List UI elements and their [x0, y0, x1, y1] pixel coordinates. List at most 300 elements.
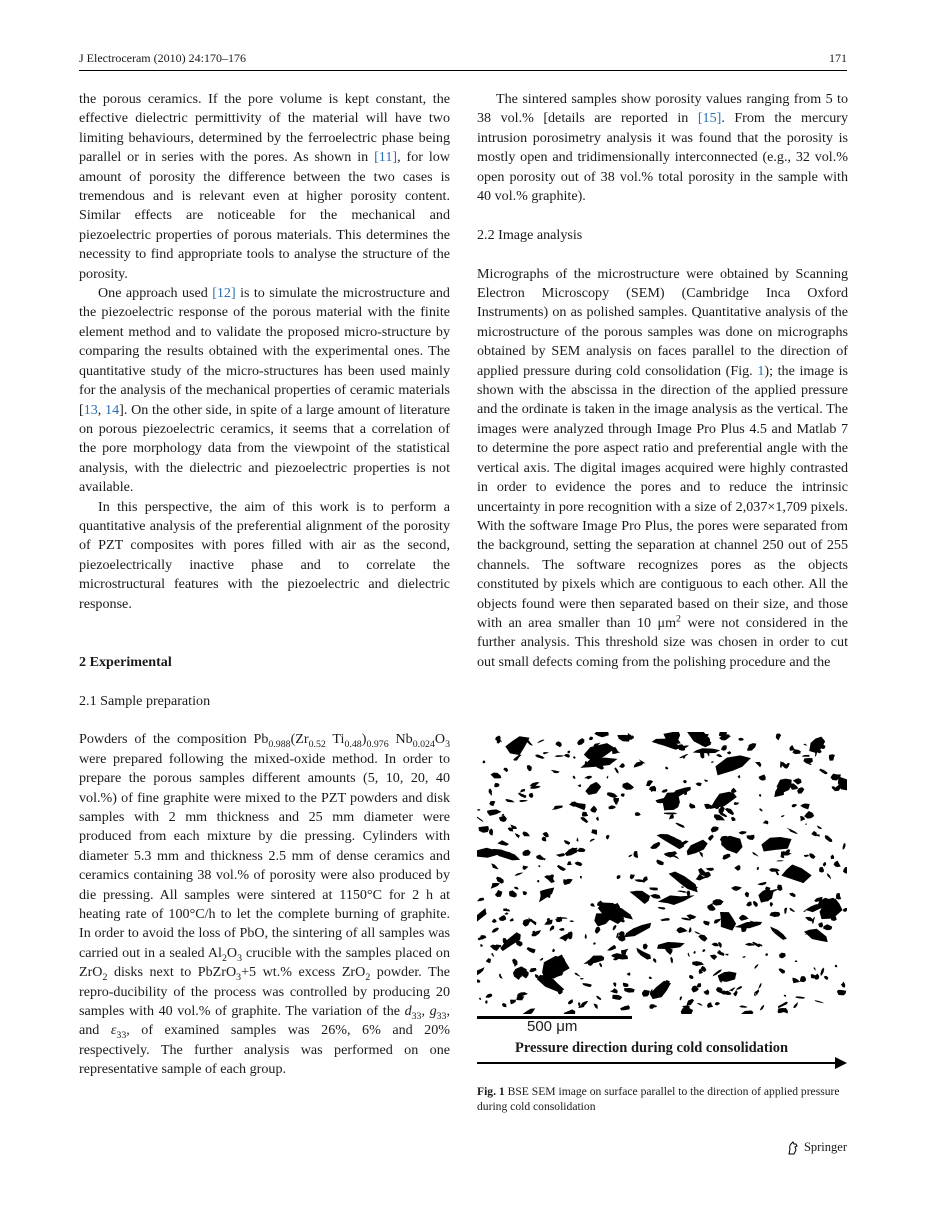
pore-blob	[710, 824, 720, 833]
pore-blob	[491, 953, 494, 957]
pore-blob	[823, 924, 833, 931]
pore-blob	[703, 803, 713, 811]
pore-blob	[754, 963, 759, 969]
pore-blob	[519, 788, 526, 793]
pore-blob	[543, 873, 556, 884]
pore-blob	[557, 864, 566, 872]
pore-blob	[595, 927, 601, 934]
pore-blob	[731, 885, 742, 892]
pore-blob	[641, 943, 648, 950]
pore-blob	[537, 880, 540, 883]
pore-blob	[698, 933, 708, 943]
paragraph: the porous ceramics. If the pore volume is kept constant, the effective dielectric permittivity of the material will have two limiting behaviours, determined by the ferroelectric phase being parallel or in series with the pores. As shown in [11], for low amount of porosity the difference between the two cases is tremendous and is relevant even at higher porosity content. Similar effects are noticeable for the mechanical and piezoelectric properties of porous materials. This determines the necessity to find appropriate tools to analyse the structure of the porosity.	[79, 91, 450, 282]
pore-blob	[535, 754, 545, 760]
pore-blob	[693, 748, 721, 754]
pore-blob	[607, 792, 619, 799]
paragraph: Powders of the composition $Pb_{0.988}(Zr_{0.52}$ $Ti_{0.48})_{0.976}$ $Nb_{0.024}O_3$ were prepared following the mixed-oxide method. In order to prepare the porous samples different amounts (5, 10, 20, 40 vol.%) of fine graphite were mixed to the PZT powders and disk samples with 2 mm thickness and 25 mm diameter were produced from each mixture by die pressing. Cylinders with diameter 5.3 mm and thickness 2.5 mm of dense ceramics and ceramics containing 38 vol.% of porosity were also produced by die pressing. All samples were sintered at 1150°C for 2 h at heating rate of 100°C/h to let the complete burning of graphite. In order to avoid the loss of PbO, the sintering of all samples was carried out in a sealed $Al_2O_3$ crucible with the samples placed on ZrO$_2$ disks next to PbZrO$_3$+5 wt.% excess ZrO$_2$ powder. The repro-ducibility of the process was controlled by producing 20 samples with 40 vol.% of graphite. The variation of the $d_{33}$, $g_{33}$, and $\varepsilon_{33}$, of examined samples was 26%, 6% and 20% respectively. The further analysis was performed on one representative sample of each group.	[79, 731, 451, 1078]
pore-blob	[550, 769, 560, 774]
pore-blob	[579, 876, 582, 879]
pore-blob	[830, 854, 835, 859]
pore-blob	[759, 794, 762, 797]
sem-image	[477, 732, 847, 1014]
pore-blob	[614, 767, 620, 774]
pore-blob	[477, 965, 486, 976]
pore-blob	[528, 966, 537, 974]
pore-blob	[774, 732, 781, 740]
pore-blob	[695, 781, 702, 787]
pore-blob	[781, 863, 813, 884]
pore-blob	[574, 972, 581, 977]
paragraph: The sintered samples show porosity values ranging from 5 to 38 vol.% [details are reported in [15]. From the mercury intrusion porosimetry analysis it was found that the porosity is mostly open and tridimensionally interconnected (e.g., 32 vol.% open porosity out of 38 vol.% total porosity in the sample with 40 vol.% graphite).	[477, 91, 848, 205]
pore-blob	[525, 764, 533, 772]
pore-blob	[504, 912, 509, 915]
pore-blob	[664, 812, 678, 814]
pore-blob	[599, 962, 603, 967]
pore-blob	[629, 873, 636, 880]
subsection-heading: 2.1 Sample preparation	[79, 692, 211, 709]
pore-blob	[573, 756, 576, 760]
pore-blob	[840, 981, 846, 988]
pore-blob	[485, 993, 493, 998]
pore-blob	[655, 830, 686, 850]
pore-blob	[580, 816, 590, 824]
pore-blob	[713, 750, 753, 776]
pore-blob	[490, 863, 500, 871]
citation-link[interactable]: [12]	[212, 285, 236, 302]
pore-blob	[795, 996, 805, 999]
pore-blob	[693, 951, 696, 954]
pore-blob	[502, 1002, 507, 1008]
pore-blob	[836, 988, 847, 997]
pore-blob	[634, 811, 641, 817]
pore-blob	[576, 837, 578, 842]
pore-blob	[584, 934, 586, 939]
pore-blob	[489, 942, 500, 952]
pore-blob	[489, 799, 497, 807]
pore-blob	[504, 732, 534, 759]
pore-blob	[805, 823, 807, 825]
pore-blob	[769, 868, 780, 872]
pore-blob	[616, 874, 622, 880]
pore-blob	[716, 753, 723, 758]
pore-blob	[645, 779, 655, 787]
pore-blob	[725, 953, 728, 956]
pore-blob	[622, 782, 635, 791]
pore-blob	[539, 957, 544, 961]
pore-blob	[576, 848, 585, 852]
pore-blob	[724, 806, 735, 816]
pore-blob	[503, 767, 509, 773]
pore-blob	[684, 732, 714, 751]
pore-blob	[703, 920, 710, 926]
pore-blob	[820, 967, 825, 976]
pore-blob	[611, 952, 629, 962]
pore-blob	[649, 841, 661, 851]
pore-blob	[534, 883, 557, 903]
pore-blob	[555, 741, 563, 748]
pore-blob	[522, 891, 528, 896]
pore-blob	[556, 853, 566, 857]
pore-blob	[567, 999, 574, 1005]
pore-blob	[492, 918, 498, 923]
pore-blob	[590, 902, 596, 908]
pore-blob	[514, 833, 521, 839]
paragraph: One approach used [12] is to simulate the microstructure and the piezoelectric response of the porous material with the finite element method and to validate the proposed micro-structure by comparing the results obtained with the experimental ones. The quantitative study of the micro-structures has been used mainly for the analysis of the mechanical properties of ceramic materials [13, 14]. On the other side, in spite of a large amount of literature on porous piezoelectric ceramics, it seems that a correlation of the pore morphology data from the viewpoint of the statistical analysis, with the dielectric and piezoelectric properties is not available.	[79, 285, 450, 496]
pore-blob	[806, 734, 827, 756]
pore-blob	[679, 996, 682, 1000]
pore-blob	[783, 994, 786, 997]
pore-blob	[622, 921, 653, 941]
pore-blob	[563, 839, 570, 845]
figure-caption: Fig. 1 BSE SEM image on surface parallel to the direction of applied pressure during cold consolidation	[477, 1085, 840, 1113]
pore-blob	[768, 926, 789, 942]
pore-blob	[752, 851, 760, 857]
pore-blob	[742, 956, 746, 958]
pore-blob	[512, 958, 518, 966]
arrow-head-icon	[835, 1057, 847, 1069]
pore-blob	[781, 814, 785, 817]
pore-blob	[479, 997, 482, 1000]
pore-blob	[818, 922, 824, 928]
pore-blob	[704, 779, 709, 782]
pore-blob	[508, 997, 517, 1005]
citation-link[interactable]: [15]	[697, 110, 722, 127]
pore-blob	[777, 1001, 788, 1008]
pore-blob	[478, 826, 489, 833]
pore-blob	[794, 960, 797, 962]
pore-blob	[661, 789, 668, 793]
pore-blob	[783, 907, 787, 914]
pore-blob	[574, 861, 582, 866]
pore-blob	[770, 902, 774, 907]
pore-blob	[552, 949, 555, 953]
pore-blob	[676, 926, 688, 934]
pore-blob	[709, 952, 717, 960]
pore-blob	[775, 883, 784, 892]
pore-blob	[605, 834, 610, 839]
pore-blob	[613, 982, 617, 987]
pore-blob	[589, 736, 593, 740]
pore-blob	[509, 918, 514, 922]
pore-blob	[696, 983, 702, 988]
pore-blob	[789, 891, 797, 897]
running-header	[79, 50, 847, 71]
pore-blob	[649, 786, 656, 792]
pore-blob	[721, 852, 731, 862]
left-column	[79, 90, 450, 1080]
pore-blob	[490, 770, 503, 781]
journal-citation: J Electroceram (2010) 24:170–176	[79, 51, 246, 65]
pore-blob	[567, 750, 571, 754]
pore-blob	[486, 958, 492, 964]
pore-blob	[707, 834, 714, 842]
pore-blob	[804, 810, 815, 819]
pore-blob	[620, 792, 626, 797]
publisher-logo: Springer	[786, 1140, 847, 1155]
pore-blob	[519, 800, 528, 803]
pore-blob	[752, 900, 759, 907]
pore-blob	[487, 809, 502, 816]
pore-blob	[584, 780, 602, 797]
pore-blob	[514, 886, 519, 890]
pore-blob	[632, 760, 644, 768]
figure-link[interactable]: 1	[757, 362, 765, 379]
pore-blob	[746, 901, 753, 908]
citation-link[interactable]: 13	[83, 401, 98, 418]
pore-blob	[477, 809, 480, 811]
pore-blob	[537, 739, 545, 744]
springer-horse-icon	[786, 1141, 800, 1155]
pore-blob	[529, 793, 534, 798]
pore-blob	[827, 752, 837, 762]
pore-blob	[498, 915, 506, 922]
pore-blob	[570, 920, 574, 922]
pore-blob	[843, 867, 847, 874]
pore-blob	[816, 825, 823, 830]
pore-blob	[730, 816, 736, 822]
pore-blob	[715, 1002, 721, 1006]
pore-blob	[591, 829, 597, 835]
pore-blob	[759, 808, 763, 813]
pore-blob	[745, 741, 758, 753]
pore-blob	[507, 889, 518, 899]
pore-blob	[544, 920, 553, 926]
pore-blob	[566, 861, 572, 866]
pore-blob	[596, 817, 599, 822]
pore-blob	[778, 967, 786, 975]
pore-blob	[760, 1004, 765, 1011]
pore-blob	[624, 988, 635, 993]
pore-blob	[681, 886, 684, 888]
pore-blob	[497, 840, 509, 847]
pore-blob	[611, 924, 617, 930]
pore-blob	[834, 964, 838, 967]
pore-blob	[505, 798, 515, 804]
pore-blob	[688, 927, 691, 933]
pore-blob	[607, 945, 617, 953]
pore-blob	[619, 763, 625, 768]
pore-blob	[484, 1000, 488, 1004]
pore-blob	[702, 949, 706, 953]
pore-blob	[706, 868, 715, 871]
pore-blob	[763, 820, 769, 824]
pore-blob	[791, 977, 801, 985]
pore-blob	[555, 755, 565, 758]
pore-blob	[733, 801, 739, 806]
citation-link[interactable]: 14	[105, 401, 120, 418]
pore-blob	[718, 941, 723, 948]
pore-blob	[675, 821, 686, 829]
pore-blob	[493, 782, 500, 788]
pore-blob	[584, 775, 592, 781]
pore-blob	[721, 745, 727, 751]
pore-blob	[576, 737, 586, 746]
pore-blob	[734, 918, 763, 931]
pore-blob	[559, 928, 565, 932]
pore-blob	[593, 732, 609, 740]
pore-blob	[739, 1005, 747, 1008]
pore-blob	[711, 942, 719, 947]
pore-blob	[491, 927, 500, 934]
pore-blob	[779, 953, 786, 959]
pore-blob	[703, 989, 710, 995]
pore-blob	[842, 907, 847, 913]
pore-blob	[736, 986, 743, 991]
pore-blob	[622, 982, 630, 989]
pore-blob	[683, 780, 687, 784]
pore-blob	[776, 860, 784, 861]
pore-blob	[595, 995, 602, 1000]
pore-blob	[538, 864, 541, 867]
paragraph: Micrographs of the microstructure were obtained by Scanning Electron Microscopy (SEM) (Cambridge Inca Oxford Instruments) on as polished samples. Quantitative analysis of the microstructure of the porous samples was done on micrographs obtained by SEM analysis on faces parallel to the direction of applied pressure during cold consolidation (Fig. 1); the image is shown with the abscissa in the direction of the applied pressure and the ordinate is taken in the image analysis as the vertical. The images were analyzed through Image Pro Plus 4.5 and Matlab 7 to determine the pore aspect ratio and preferential angle with the vertical axis. The digital images acquired were highly contrasted in order to evidence the pores and to reduce the intrinsic uncertainty in pore recognition with a size of 2,037×1,709 pixels. With the software Image Pro Plus, the pores were separated from the background, setting the separation at channel 250 out of 255 channels. The software recognizes pores as the objects constituted by pixels which are contiguous to each other. All the objects found were then separated based on their size, and those with an area smaller than 10 $\mu m^2$ were not considered in the further analysis. This threshold size was chosen in order to cut out small defects coming from the polishing procedure and the	[477, 265, 848, 670]
pore-blob	[733, 989, 739, 996]
pore-blob	[734, 863, 742, 871]
pore-blob	[746, 834, 755, 840]
pore-blob	[518, 792, 527, 799]
pore-blob	[589, 838, 595, 843]
pore-blob	[482, 760, 485, 763]
direction-arrow	[477, 1062, 839, 1064]
pore-blob	[754, 760, 762, 768]
pore-blob	[738, 830, 747, 835]
pore-blob	[668, 813, 675, 821]
direction-label: Pressure direction during cold consolidation	[515, 1040, 789, 1056]
paragraph: In this perspective, the aim of this work is to perform a quantitative analysis of the preferential alignment of the porosity of PZT composites with pores filled with air as the second, piezoelectrically inactive phase and to correlate the microstructural features with the piezoelectric and dielectric response.	[79, 498, 450, 612]
pore-blob	[593, 942, 597, 946]
pore-blob	[477, 908, 489, 930]
pore-blob	[642, 989, 650, 997]
pore-blob	[727, 750, 732, 755]
pore-blob	[688, 974, 694, 979]
pore-blob	[711, 761, 714, 763]
pore-blob	[822, 861, 827, 866]
pore-blob	[580, 978, 584, 981]
pore-blob	[798, 975, 807, 984]
pore-blob	[818, 866, 826, 874]
pore-blob	[712, 899, 724, 906]
pore-blob	[660, 917, 670, 922]
pore-blob	[608, 805, 616, 810]
pore-blob	[769, 911, 780, 917]
pore-blob	[757, 882, 767, 886]
pore-blob	[813, 967, 816, 971]
pore-blob	[488, 828, 494, 836]
pore-blob	[526, 946, 536, 954]
scale-label: 500 μm	[527, 1018, 578, 1035]
pore-blob	[542, 837, 547, 842]
pore-blob	[826, 873, 832, 880]
pore-blob	[655, 858, 664, 866]
sem-micrograph	[477, 732, 847, 1014]
pore-blob	[804, 854, 810, 857]
subsection-heading: 2.2 Image analysis	[477, 226, 583, 243]
pore-blob	[791, 803, 797, 808]
pore-blob	[498, 974, 503, 980]
pore-blob	[589, 805, 598, 814]
pore-blob	[582, 953, 605, 965]
pore-blob	[477, 814, 484, 823]
pore-blob	[814, 1000, 824, 1004]
pore-blob	[658, 906, 666, 910]
pore-blob	[842, 843, 847, 851]
pore-blob	[572, 775, 576, 779]
pore-blob	[522, 864, 529, 870]
pore-blob	[737, 774, 741, 778]
pore-blob	[802, 755, 810, 758]
pore-blob	[612, 995, 622, 1000]
pore-blob	[694, 931, 701, 935]
pore-blob	[521, 831, 530, 839]
pore-blob	[758, 983, 762, 990]
pore-blob	[688, 801, 696, 810]
pore-blob	[835, 893, 841, 901]
pore-blob	[543, 752, 549, 755]
pore-blob	[765, 953, 768, 956]
pore-blob	[518, 1006, 538, 1014]
pore-blob	[808, 851, 816, 859]
pore-blob	[578, 784, 582, 788]
pore-blob	[650, 892, 662, 901]
figure-annotations	[477, 1014, 847, 1074]
pore-blob	[628, 854, 633, 858]
page-number: 171	[829, 51, 847, 65]
pore-blob	[789, 907, 796, 913]
pore-blob	[582, 982, 592, 987]
pore-blob	[793, 1001, 800, 1009]
right-column	[477, 90, 848, 672]
pore-blob	[549, 925, 555, 933]
pore-blob	[757, 866, 760, 870]
section-heading: 2 Experimental	[79, 653, 172, 670]
pore-blob	[697, 1002, 703, 1006]
pore-blob	[649, 976, 652, 979]
pore-blob	[758, 774, 766, 781]
pore-blob	[823, 834, 833, 843]
pore-blob	[744, 891, 750, 898]
pore-blob	[833, 860, 842, 869]
pore-blob	[687, 953, 689, 958]
pore-blob	[477, 897, 484, 902]
pore-blob	[800, 802, 810, 810]
citation-link[interactable]: [11]	[374, 149, 398, 166]
pore-blob	[626, 972, 631, 976]
pore-blob	[652, 958, 657, 964]
pore-blob	[495, 890, 503, 898]
pore-blob	[522, 849, 532, 856]
pore-blob	[665, 766, 669, 770]
pore-blob	[633, 851, 638, 859]
pore-blob	[823, 975, 829, 981]
pore-blob	[642, 876, 648, 884]
pore-blob	[803, 743, 808, 746]
pore-blob	[477, 979, 481, 984]
pore-blob	[649, 887, 658, 890]
pore-blob	[523, 919, 530, 927]
pore-blob	[480, 944, 483, 947]
pore-blob	[738, 914, 749, 922]
pore-blob	[706, 1002, 713, 1009]
pore-blob	[610, 988, 618, 994]
pore-blob	[677, 890, 688, 893]
pore-blob	[738, 738, 743, 741]
pore-blob	[629, 885, 652, 905]
pore-blob	[657, 890, 696, 909]
pore-blob	[581, 811, 588, 818]
pore-blob	[819, 768, 828, 775]
pore-blob	[634, 947, 652, 961]
pore-blob	[593, 1002, 600, 1009]
pore-blob	[606, 775, 609, 778]
